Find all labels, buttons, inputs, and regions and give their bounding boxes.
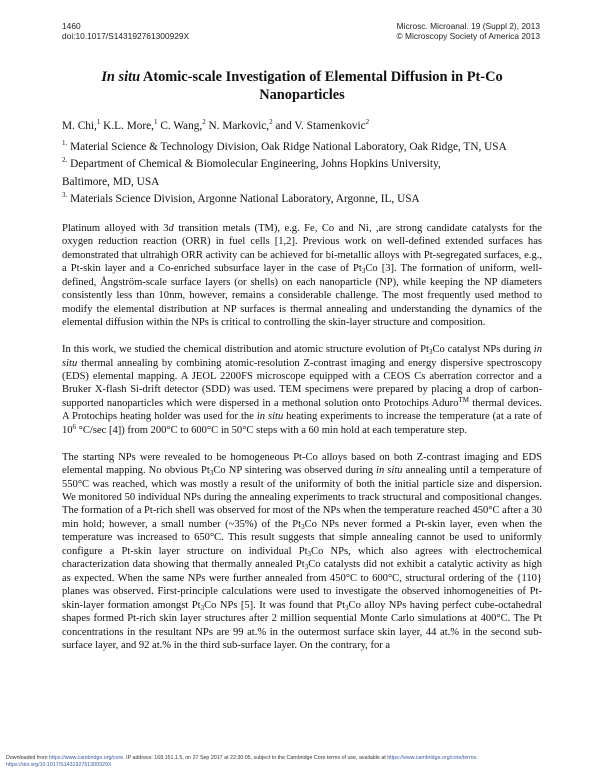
text-run: Co NPs [5]. It was found that Pt xyxy=(204,599,346,611)
body-paragraph xyxy=(62,343,542,437)
text-run: Co [3]. The formation of uniform, well-defined, Ångström-scale surface layers (or shells) on each nanoparticle (NP), while keeping the NP diameters consistently less than 10nm, however, remains a considerable challenge. The most frequently used method to modify the elemental distribution at NP surfaces is thermal annealing and understanding the dynamics of the elemental diffusion within the NPs is critical to controlling the skin-layer structure and composition. xyxy=(62,263,542,329)
text-run: Co NP sintering was observed during xyxy=(213,465,377,477)
page-number: 1460 xyxy=(62,21,81,31)
author: C. Wang, xyxy=(157,119,203,132)
subscript: 3 xyxy=(361,267,366,276)
paper-title xyxy=(62,68,542,104)
subscript: 3 xyxy=(304,563,309,572)
superscript: TM xyxy=(458,395,469,404)
title-rest: Atomic-scale Investigation of Elemental Diffusion in Pt-Co Nanoparticles xyxy=(140,69,503,103)
author-affil-mark: 2 xyxy=(365,118,370,126)
author-list xyxy=(62,115,369,133)
header-left xyxy=(62,21,189,41)
body-paragraph xyxy=(62,451,542,653)
affiliation xyxy=(62,154,542,171)
affiliation-text: Baltimore, MD, USA xyxy=(62,175,160,188)
text-run: Co catalyst NPs during xyxy=(432,344,534,356)
italic-text: d xyxy=(168,223,174,234)
text-run: °C/sec [4]) from 200°C to 600°C in 50°C steps with a 60 min hold at each temperature step. xyxy=(76,424,467,436)
footer-middle: . IP address: 168.151.1.5, on 27 Sep 2017 at 22:30:05, subject to the Cambridge Core terms of use, available at xyxy=(123,755,388,761)
text-run: heating experiments to increase the temperature (at a rate of 10 xyxy=(62,411,542,436)
text-run: Co alloy NPs having perfect cube-octahedral shapes formed Pt-rich skin layer structures after 2 million sequential Monte Carlo simulations at 400°C. The Pt concentrations in the resultant NPs are 99 at.% in the outermost surface skin layer, 44 at.% in the second sub-surface layer, and 92 at.% in the third sub-surface layer. On the contrary, for a xyxy=(62,599,542,652)
body-text xyxy=(62,222,542,666)
footer-link-doi[interactable]: https://doi.org/10.1017/S143192761300929X xyxy=(6,762,112,768)
affiliation-number: 2. xyxy=(62,156,68,165)
download-footer xyxy=(6,755,596,769)
header-right xyxy=(397,21,541,41)
author-affil-mark: 1 xyxy=(96,118,101,126)
text-run: Co NPs, which also agrees with electrochemical characterization data showing that thermally annealed Pt xyxy=(62,545,543,571)
text-run: Platinum alloyed with 3 xyxy=(62,223,169,234)
subscript: 3 xyxy=(428,348,433,357)
affiliation-text: Material Science & Technology Division, Oak Ridge National Laboratory, Oak Ridge, TN, USA xyxy=(67,140,507,153)
affiliation-text: Materials Science Division, Argonne National Laboratory, Argonne, IL, USA xyxy=(67,192,420,205)
affiliation xyxy=(62,189,542,206)
footer-link-core[interactable]: https://www.cambridge.org/core xyxy=(49,755,124,761)
affiliation-list xyxy=(62,137,542,206)
footer-prefix: Downloaded from xyxy=(6,755,49,761)
doi: doi:10.1017/S143192761300929X xyxy=(62,31,190,41)
text-run: thermal devices. A Protochips heating holder was used for the xyxy=(62,397,542,423)
author-affil-mark: 1 xyxy=(154,118,158,126)
italic-text: in situ xyxy=(256,411,284,423)
author: N. Markovic, xyxy=(205,119,270,132)
journal-citation: Microsc. Microanal. 19 (Suppl 2), 2013 xyxy=(396,21,540,31)
footer-end: . xyxy=(476,755,478,761)
author-affil-mark: 2 xyxy=(269,118,273,126)
italic-text: in situ xyxy=(376,465,403,477)
text-run: transition metals (TM), e.g. Fe, Co and Ni, ,are strong candidate catalysts for the oxygen reduction reaction (ORR) in fuel cells [1,2]. Previous work on well-defined extended surfaces has demonstrated that ultrahigh ORR activity can be achieved for bi-metallic alloys with Pt-segregated surfaces, e.g., a Pt-skin layer and a Co-enriched subsurface layer in the case of Pt xyxy=(62,223,542,275)
italic-text: in situ xyxy=(62,344,542,369)
author-affil-mark: 2 xyxy=(202,118,206,126)
superscript: 6 xyxy=(72,422,77,431)
subscript: 3 xyxy=(301,522,305,531)
affiliation-number: 3. xyxy=(62,191,68,200)
text-run: The starting NPs were revealed to be homogeneous Pt-Co alloys based on both Z-contrast imaging and EDS elemental mapping. No obvious Pt xyxy=(62,451,542,477)
text-run: In this work, we studied the chemical distribution and atomic structure evolution of Pt xyxy=(62,344,429,356)
subscript: 3 xyxy=(345,603,349,612)
subscript: 3 xyxy=(209,469,214,478)
text-run: annealing until a temperature of 550°C was reached, which was mostly a result of the uniformity of both the initial particle size and dispersion. We monitored 50 individual NPs during the annealing experiments to track structural and compositional changes. The formation of a Pt-rich shell was observed for most of the NPs when the temperature reached 450°C after a 30 min hold; however, a small number (~35%) of the Pt xyxy=(62,465,542,530)
affiliation-number: 1. xyxy=(62,139,68,147)
text-run: thermal annealing by combining atomic-resolution Z-contrast imaging and energy dispersive spectroscopy (EDS) elemental mapping. A JEOL 2200FS microscope equipped with a CEOS Cs aberration corrector and a Bruker X-flash Si-drift detector (SDD) was used. TEM specimens were prepared by placing a drop of carbon-supported nanoparticles which were dispersed in a methonal solution onto Protochips Aduro xyxy=(62,357,542,409)
affiliation xyxy=(62,172,542,189)
subscript: 3 xyxy=(200,603,205,612)
affiliation xyxy=(62,137,542,154)
text-run: Co catalysts did not exhibit a catalytic activity as high as expected. When the same NPs were further annealed from 450°C to 600°C, structural ordering of the {110} planes was observed. First-principle calculations were used to investigate the observed inhomogeneities of Pt-skin-layer formation amongst Pt xyxy=(62,559,543,611)
affiliation-text: Department of Chemical & Biomolecular Engineering, Johns Hopkins University, xyxy=(67,158,441,171)
text-run: Co NPs never formed a Pt-skin layer, even when the temperature was increased to 650°C. This result suggests that simple annealing cannot be used to uniformly configure a Pt-skin layer structure on individual Pt xyxy=(62,518,542,557)
footer-link-terms[interactable]: https://www.cambridge.org/core/terms xyxy=(387,755,477,761)
subscript: 3 xyxy=(307,549,312,558)
title-italic: In situ xyxy=(101,69,141,85)
body-paragraph xyxy=(62,222,542,330)
author: M. Chi, xyxy=(62,119,97,132)
copyright: © Microscopy Society of America 2013 xyxy=(396,31,540,41)
author: K.L. More, xyxy=(100,119,154,132)
author: and V. Stamenkovic xyxy=(272,119,366,132)
